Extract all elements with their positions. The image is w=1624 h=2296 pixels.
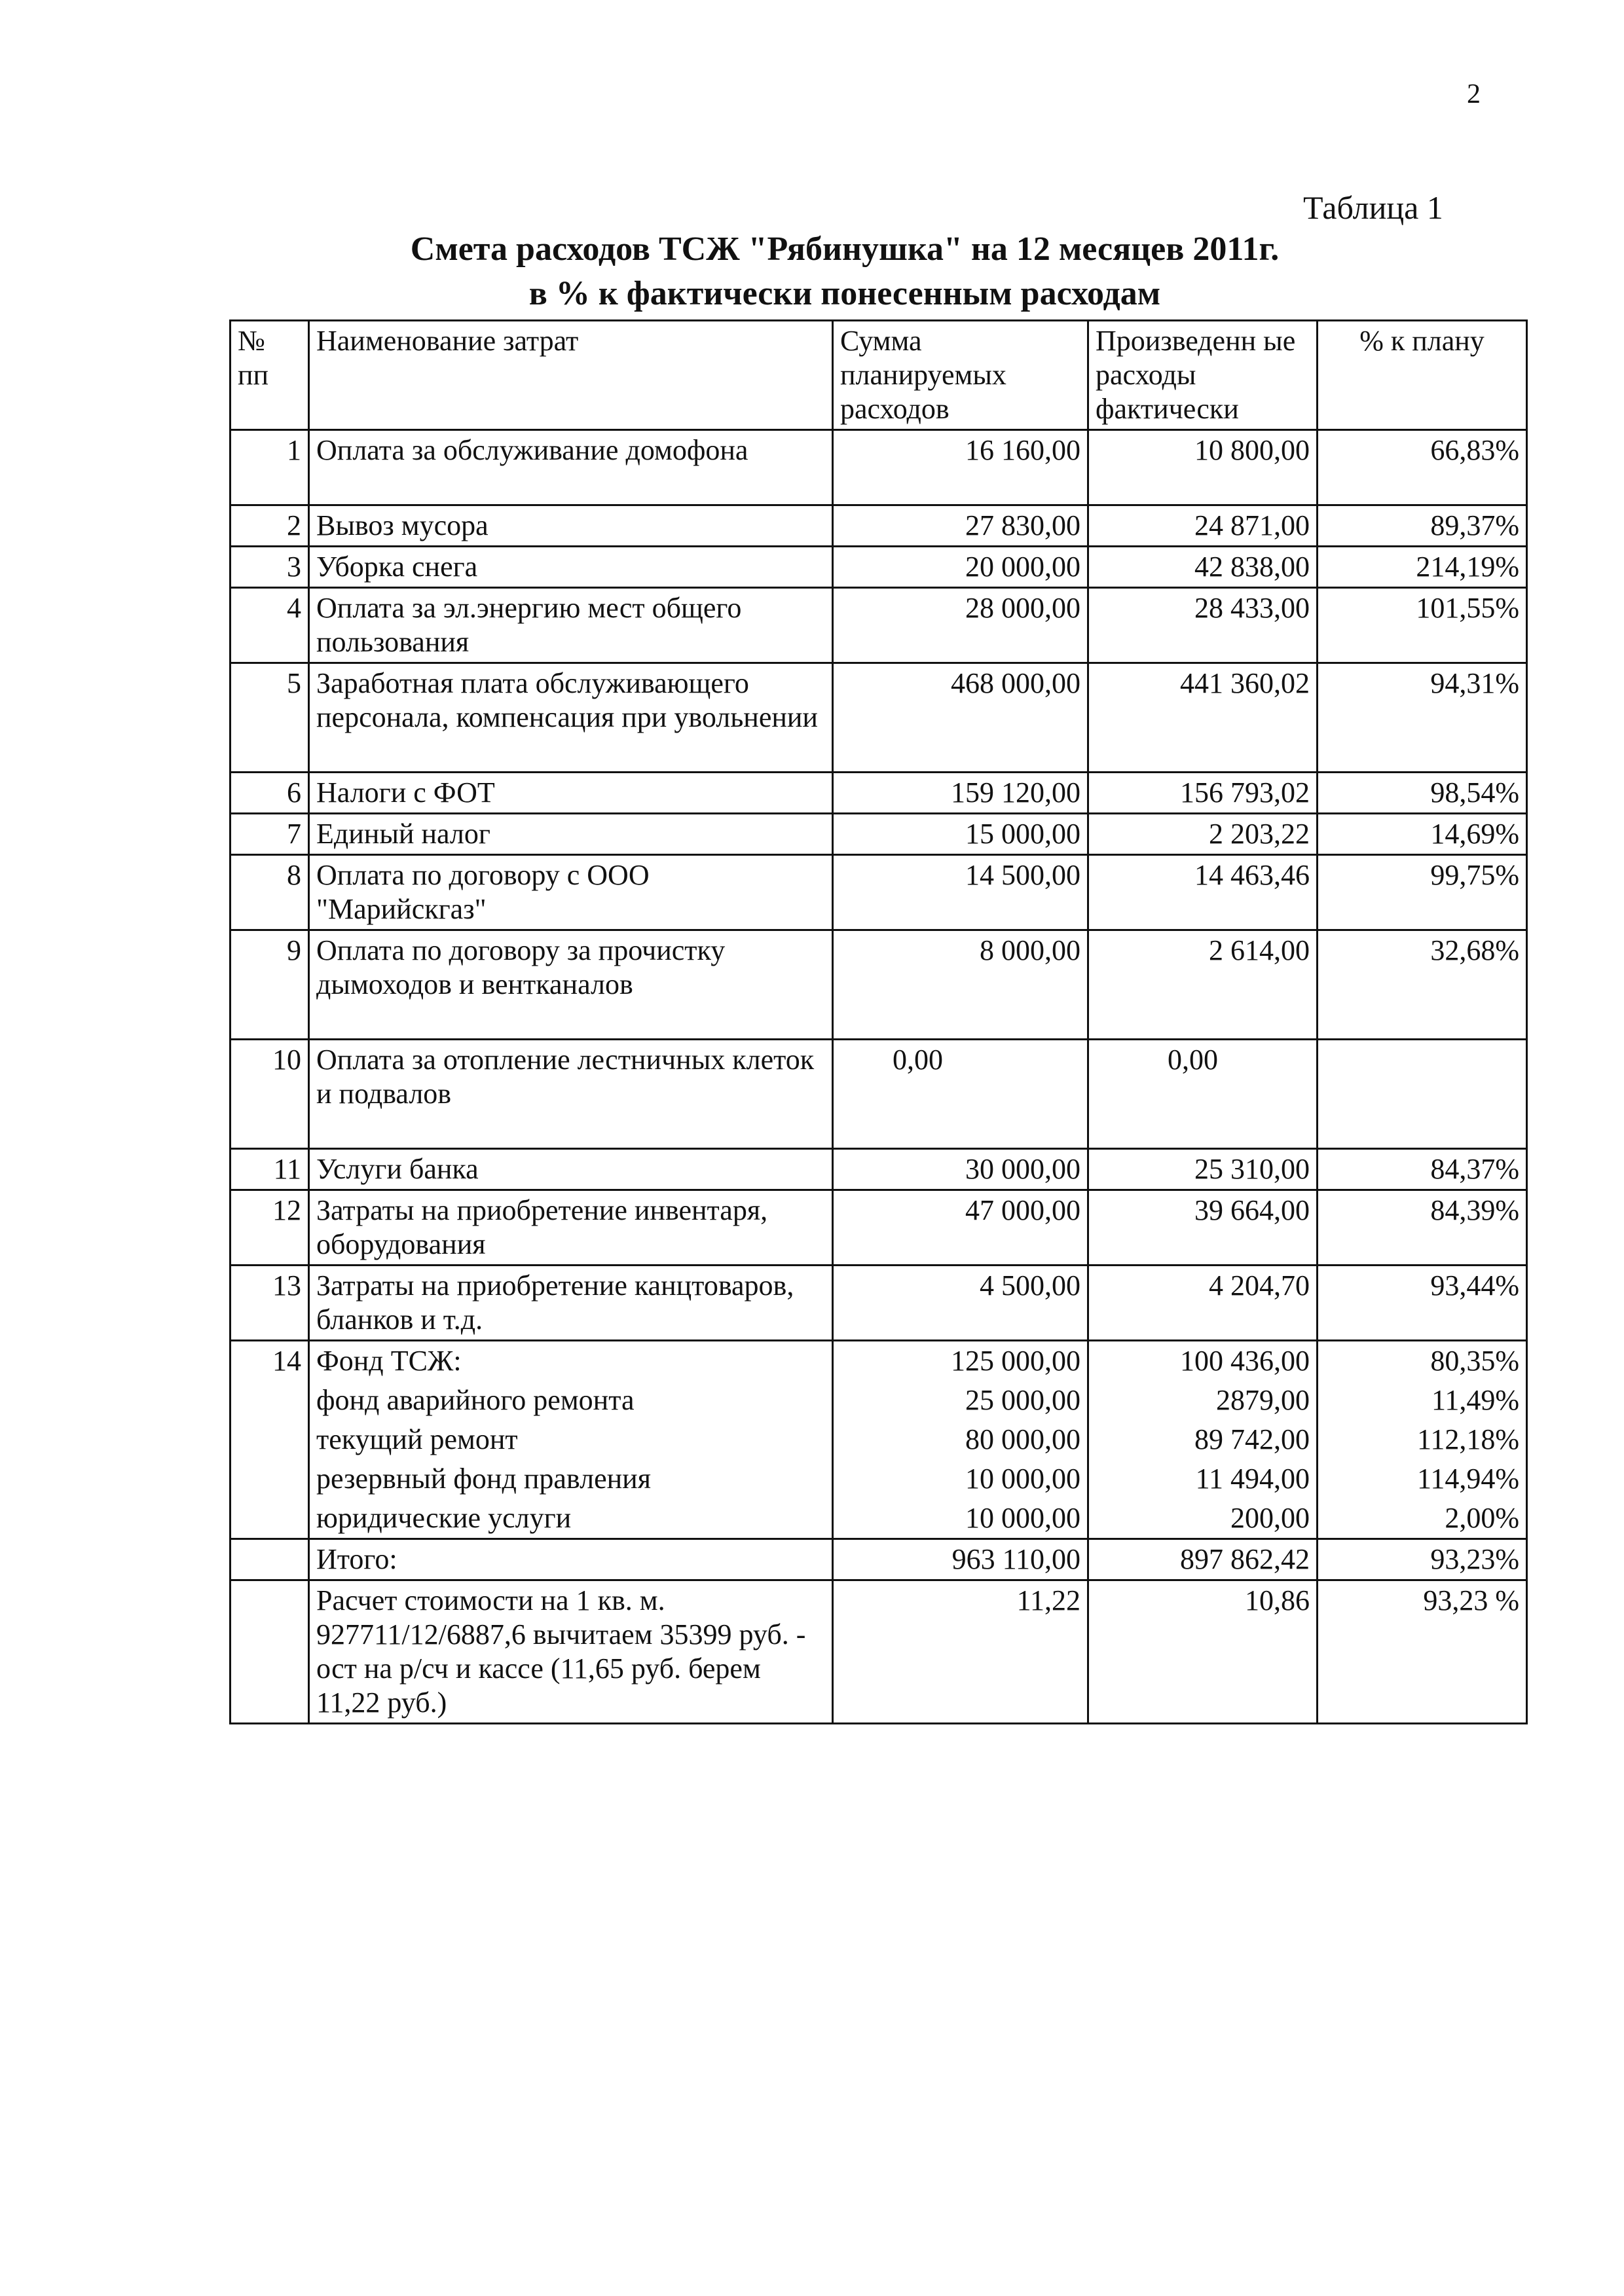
total-row [231,1539,1527,1580]
row-plan: 0,00 [833,1040,1088,1149]
row-plan: 14 500,00 [833,855,1088,930]
fund-item-fact: 11 494,00 [1088,1459,1318,1499]
table-row [231,930,1527,1040]
table-row [231,588,1527,663]
table-row [231,1266,1527,1341]
row-plan: 15 000,00 [833,814,1088,855]
row-plan: 20 000,00 [833,547,1088,588]
fund-item-plan: 10 000,00 [833,1459,1088,1499]
row-plan: 468 000,00 [833,663,1088,773]
row-plan: 28 000,00 [833,588,1088,663]
fund-item-name: резервный фонд правления [309,1459,833,1499]
row-name: Услуги банка [309,1149,833,1190]
row-pct: 84,39% [1318,1190,1527,1266]
row-num: 11 [231,1149,309,1190]
row-num-empty [231,1381,309,1420]
row-name: Оплата за обслуживание домофона [309,430,833,505]
row-pct: 66,83% [1318,430,1527,505]
row-name: Вывоз мусора [309,505,833,547]
row-plan: 125 000,00 [833,1341,1088,1381]
row-plan: 159 120,00 [833,773,1088,814]
total-label: Итого: [309,1539,833,1580]
row-fact: 42 838,00 [1088,547,1318,588]
row-num: 5 [231,663,309,773]
row-num: 8 [231,855,309,930]
row-fact: 25 310,00 [1088,1149,1318,1190]
row-num: 14 [231,1341,309,1381]
row-fact: 0,00 [1088,1040,1318,1149]
row-num: 6 [231,773,309,814]
total-fact: 897 862,42 [1088,1539,1318,1580]
fund-item-fact: 89 742,00 [1088,1420,1318,1459]
table-row [231,773,1527,814]
fund-item-pct: 11,49% [1318,1381,1527,1420]
row-num: 3 [231,547,309,588]
row-name: Оплата за эл.энергию мест общего пользования [309,588,833,663]
fund-item-row [231,1459,1527,1499]
row-fact: 156 793,02 [1088,773,1318,814]
row-pct: 98,54% [1318,773,1527,814]
row-pct: 32,68% [1318,930,1527,1040]
fund-item-plan: 10 000,00 [833,1499,1088,1539]
row-num: 2 [231,505,309,547]
row-num: 9 [231,930,309,1040]
fund-item-fact: 2879,00 [1088,1381,1318,1420]
row-plan: 4 500,00 [833,1266,1088,1341]
total-plan: 963 110,00 [833,1539,1088,1580]
row-pct [1318,1040,1527,1149]
fund-item-plan: 25 000,00 [833,1381,1088,1420]
table-row [231,814,1527,855]
row-name: Затраты на приобретение инвентаря, оборудования [309,1190,833,1266]
row-plan: 8 000,00 [833,930,1088,1040]
fund-item-plan: 80 000,00 [833,1420,1088,1459]
row-fact: 24 871,00 [1088,505,1318,547]
row-pct: 101,55% [1318,588,1527,663]
per-sqm-row [231,1580,1527,1724]
row-fact: 2 203,22 [1088,814,1318,855]
row-plan: 30 000,00 [833,1149,1088,1190]
row-plan: 47 000,00 [833,1190,1088,1266]
row-pct: 80,35% [1318,1341,1527,1381]
row-num: 10 [231,1040,309,1149]
row-num-empty [231,1539,309,1580]
fund-item-pct: 112,18% [1318,1420,1527,1459]
fund-item-row [231,1381,1527,1420]
per-sqm-pct: 93,23 % [1318,1580,1527,1724]
row-fact: 14 463,46 [1088,855,1318,930]
header-num: № пп [231,321,309,430]
row-pct: 93,44% [1318,1266,1527,1341]
row-name: Налоги с ФОТ [309,773,833,814]
row-num-empty [231,1499,309,1539]
row-pct: 14,69% [1318,814,1527,855]
budget-table [229,319,1528,1724]
total-pct: 93,23% [1318,1539,1527,1580]
header-name: Наименование затрат [309,321,833,430]
row-fact: 28 433,00 [1088,588,1318,663]
table-label: Таблица 1 [1303,189,1443,226]
per-sqm-label: Расчет стоимости на 1 кв. м. 927711/12/6887,6 вычитаем 35399 руб. - ост на р/сч и кассе (11,65 руб. берем 11,22 руб.) [309,1580,833,1724]
row-plan: 16 160,00 [833,430,1088,505]
row-fact: 4 204,70 [1088,1266,1318,1341]
row-num: 7 [231,814,309,855]
row-num: 1 [231,430,309,505]
table-row [231,855,1527,930]
row-fact: 39 664,00 [1088,1190,1318,1266]
header-fact: Произведенн ые расходы фактически [1088,321,1318,430]
row-num: 4 [231,588,309,663]
row-name: Единый налог [309,814,833,855]
per-sqm-plan: 11,22 [833,1580,1088,1724]
table-row [231,663,1527,773]
table-row [231,1149,1527,1190]
document-title: Смета расходов ТСЖ "Рябинушка" на 12 месяцев 2011г. [410,230,1280,268]
table-row [231,547,1527,588]
row-num: 12 [231,1190,309,1266]
fund-item-row [231,1420,1527,1459]
row-num-empty [231,1580,309,1724]
row-name: Оплата по договору с ООО "Марийскгаз" [309,855,833,930]
page-number: 2 [1467,79,1481,109]
row-pct: 84,37% [1318,1149,1527,1190]
row-pct: 99,75% [1318,855,1527,930]
row-num: 13 [231,1266,309,1341]
per-sqm-fact: 10,86 [1088,1580,1318,1724]
table-row [231,1040,1527,1149]
row-fact: 441 360,02 [1088,663,1318,773]
row-name: Уборка снега [309,547,833,588]
row-num-empty [231,1420,309,1459]
fund-item-name: текущий ремонт [309,1420,833,1459]
row-num-empty [231,1459,309,1499]
document-subtitle: в % к фактически понесенным расходам [528,275,1161,312]
table-header-row [231,321,1527,430]
row-fact: 2 614,00 [1088,930,1318,1040]
fund-item-pct: 2,00% [1318,1499,1527,1539]
row-name: Оплата по договору за прочистку дымоходов и вентканалов [309,930,833,1040]
row-pct: 94,31% [1318,663,1527,773]
fund-item-pct: 114,94% [1318,1459,1527,1499]
row-plan: 27 830,00 [833,505,1088,547]
table-row [231,1190,1527,1266]
row-name: Оплата за отопление лестничных клеток и подвалов [309,1040,833,1149]
table-row [231,430,1527,505]
row-name: Фонд ТСЖ: [309,1341,833,1381]
fund-item-fact: 200,00 [1088,1499,1318,1539]
header-plan: Сумма планируемых расходов [833,321,1088,430]
table-row [231,505,1527,547]
row-name: Затраты на приобретение канцтоваров, бланков и т.д. [309,1266,833,1341]
row-pct: 89,37% [1318,505,1527,547]
row-fact: 10 800,00 [1088,430,1318,505]
row-pct: 214,19% [1318,547,1527,588]
row-name: Заработная плата обслуживающего персонала, компенсация при увольнении [309,663,833,773]
header-pct: % к плану [1318,321,1527,430]
table-row [231,1341,1527,1381]
fund-item-name: фонд аварийного ремонта [309,1381,833,1420]
row-fact: 100 436,00 [1088,1341,1318,1381]
fund-item-row [231,1499,1527,1539]
fund-item-name: юридические услуги [309,1499,833,1539]
